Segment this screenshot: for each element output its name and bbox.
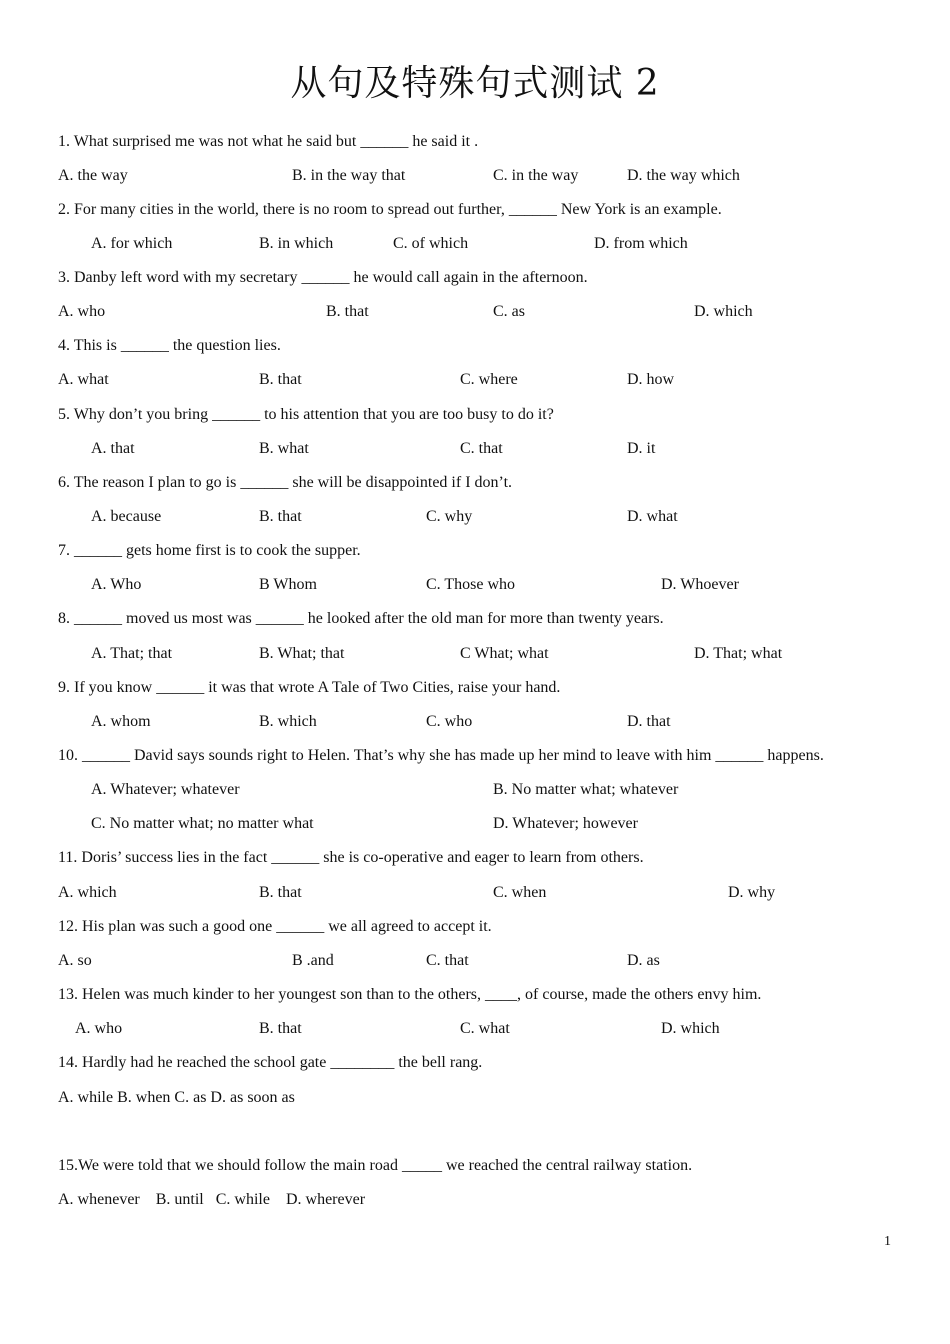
option-10c: C. No matter what; no matter what	[91, 815, 314, 832]
option-13d: D. which	[661, 1020, 720, 1037]
option-11c: C. when	[493, 884, 547, 901]
options-2	[0, 232, 950, 256]
options-1	[0, 164, 950, 188]
option-13b: B. that	[259, 1020, 302, 1037]
option-3a: A. who	[58, 303, 106, 320]
option-4c: C. where	[460, 371, 518, 388]
options-11	[0, 881, 950, 905]
option-10b: B. No matter what; whatever	[493, 781, 679, 798]
option-6b: B. that	[259, 508, 302, 525]
option-2b: B. in which	[259, 235, 334, 252]
option-11d: D. why	[728, 884, 776, 901]
option-10a: A. Whatever; whatever	[91, 781, 240, 798]
options-12	[0, 949, 950, 973]
question-1: 1. What surprised me was not what he said but ______ he said it .	[58, 133, 479, 150]
options-10-row2	[0, 812, 950, 836]
option-4a: A. what	[58, 371, 109, 388]
options-7	[0, 573, 950, 597]
option-5d: D. it	[627, 440, 656, 457]
option-2a: A. for which	[91, 235, 173, 252]
question-15: 15.We were told that we should follow the main road _____ we reached the central railway station.	[58, 1157, 693, 1174]
option-7b: B Whom	[259, 576, 317, 593]
question-9: 9. If you know ______ it was that wrote A Tale of Two Cities, raise your hand.	[58, 679, 561, 696]
option-11a: A. which	[58, 884, 117, 901]
option-9c: C. who	[426, 713, 473, 730]
question-4: 4. This is ______ the question lies.	[58, 337, 281, 354]
question-12: 12. His plan was such a good one ______ we all agreed to accept it.	[58, 918, 492, 935]
question-14: 14. Hardly had he reached the school gate ________ the bell rang.	[58, 1054, 483, 1071]
option-5b: B. what	[259, 440, 309, 457]
options-10-row1	[0, 778, 950, 802]
options-14: A. while B. when C. as D. as soon as	[58, 1089, 295, 1106]
options-9	[0, 710, 950, 734]
option-6d: D. what	[627, 508, 678, 525]
option-5c: C. that	[460, 440, 503, 457]
option-7a: A. Who	[91, 576, 142, 593]
options-4	[0, 368, 950, 392]
question-13: 13. Helen was much kinder to her youngest son than to the others, ____, of course, made the others envy him.	[58, 986, 762, 1003]
options-6	[0, 505, 950, 529]
option-8a: A. That; that	[91, 645, 173, 662]
option-9b: B. which	[259, 713, 317, 730]
option-3d: D. which	[694, 303, 753, 320]
option-5a: A. that	[91, 440, 135, 457]
question-8: 8. ______ moved us most was ______ he looked after the old man for more than twenty years.	[58, 610, 664, 627]
option-3b: B. that	[326, 303, 369, 320]
options-15: A. whenever B. until C. while D. wherever	[58, 1191, 366, 1208]
question-6: 6. The reason I plan to go is ______ she will be disappointed if I don’t.	[58, 474, 513, 491]
option-6c: C. why	[426, 508, 473, 525]
question-11: 11. Doris’ success lies in the fact ______ she is co-operative and eager to learn from others.	[58, 849, 644, 866]
options-8	[0, 642, 950, 666]
option-3c: C. as	[493, 303, 525, 320]
option-12c: C. that	[426, 952, 469, 969]
option-12b: B .and	[292, 952, 334, 969]
question-10: 10. ______ David says sounds right to Helen. That’s why she has made up her mind to leave with him ______ happens.	[58, 747, 824, 764]
option-13c: C. what	[460, 1020, 510, 1037]
option-6a: A. because	[91, 508, 162, 525]
option-7d: D. Whoever	[661, 576, 739, 593]
option-1a: A. the way	[58, 167, 128, 184]
option-11b: B. that	[259, 884, 302, 901]
option-9a: A. whom	[91, 713, 151, 730]
question-3: 3. Danby left word with my secretary ______ he would call again in the afternoon.	[58, 269, 588, 286]
option-9d: D. that	[627, 713, 671, 730]
option-7c: C. Those who	[426, 576, 516, 593]
option-13a: A. who	[75, 1020, 123, 1037]
option-1d: D. the way which	[627, 167, 740, 184]
option-8b: B. What; that	[259, 645, 345, 662]
question-5: 5. Why don’t you bring ______ to his attention that you are too busy to do it?	[58, 406, 554, 423]
option-1b: B. in the way that	[292, 167, 406, 184]
page-number: 1	[884, 1234, 891, 1249]
option-8c: C What; what	[460, 645, 549, 662]
option-12d: D. as	[627, 952, 660, 969]
option-4d: D. how	[627, 371, 675, 388]
option-1c: C. in the way	[493, 167, 579, 184]
option-12a: A. so	[58, 952, 92, 969]
page-title: 从句及特殊句式测试 2	[290, 63, 660, 104]
option-8d: D. That; what	[694, 645, 783, 662]
option-2c: C. of which	[393, 235, 469, 252]
options-13	[0, 1017, 950, 1041]
option-10d: D. Whatever; however	[493, 815, 638, 832]
question-7: 7. ______ gets home first is to cook the supper.	[58, 542, 361, 559]
question-2: 2. For many cities in the world, there is no room to spread out further, ______ New York is an example.	[58, 201, 722, 218]
option-4b: B. that	[259, 371, 302, 388]
options-5	[0, 437, 950, 461]
option-2d: D. from which	[594, 235, 688, 252]
options-3	[0, 300, 950, 324]
